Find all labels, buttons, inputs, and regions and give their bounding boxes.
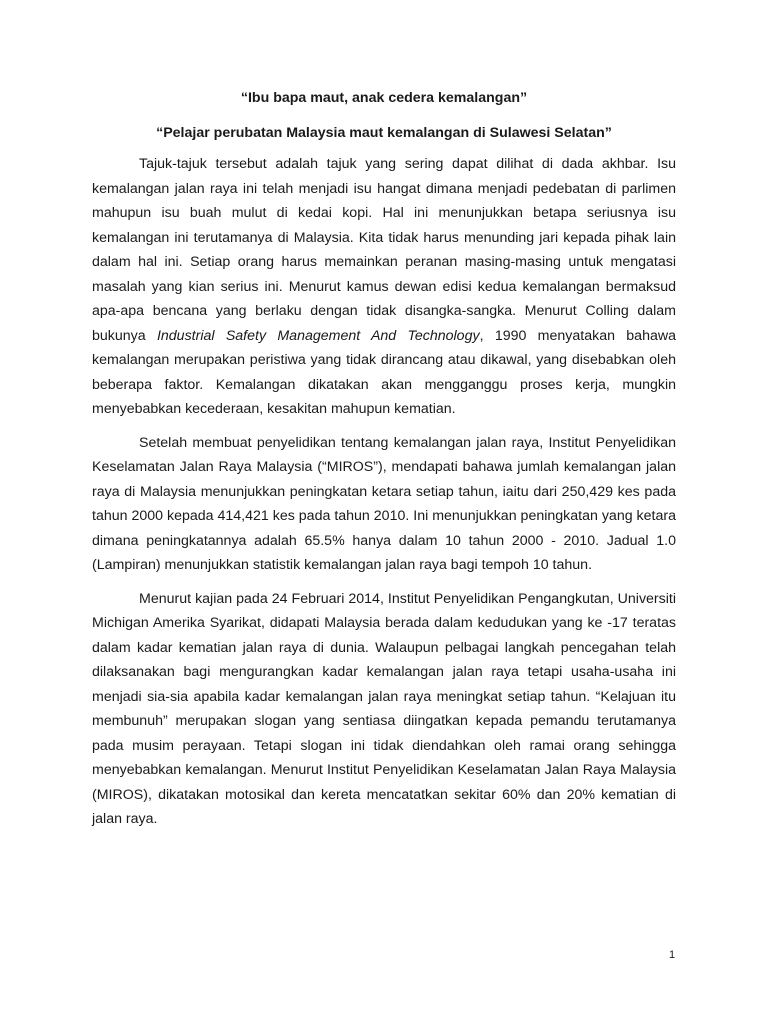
paragraph-1-text-a: Tajuk-tajuk tersebut adalah tajuk yang sering dapat dilihat di dada akhbar. Isu kemalangan jalan raya ini telah menjadi isu hangat dimana menjadi pedebatan di parlimen mahupun isu buah mulut di kedai kopi. Hal ini menunjukkan betapa seriusnya isu kemalangan ini terutamanya di Malaysia. Kita tidak harus menunding jari kepada pihak lain dalam hal ini. Setiap orang harus memainkan peranan masing-masing untuk mengatasi masalah yang kian serius ini. Menurut kamus dewan edisi kedua kemalangan bermaksud apa-apa bencana yang berlaku dengan tidak disangka-sangka. Menurut Colling dalam bukunya	[92, 156, 676, 344]
paragraph-1	[92, 152, 676, 422]
paragraph-2: Setelah membuat penyelidikan tentang kemalangan jalan raya, Institut Penyelidikan Keselamatan Jalan Raya Malaysia (“MIROS”), mendapati bahawa jumlah kemalangan jalan raya di Malaysia menunjukkan peningkatan ketara setiap tahun, iaitu dari 250,429 kes pada tahun 2000 kepada 414,421 kes pada tahun 2010. Ini menunjukkan peningkatan yang ketara dimana peningkatannya adalah 65.5% hanya dalam 10 tahun 2000 - 2010. Jadual 1.0 (Lampiran) menunjukkan statistik kemalangan jalan raya bagi tempoh 10 tahun.	[92, 434, 676, 573]
page-number: 1	[668, 949, 676, 961]
paragraph-3: Menurut kajian pada 24 Februari 2014, Institut Penyelidikan Pengangkutan, Universiti Michigan Amerika Syarikat, didapati Malaysia berada dalam kedudukan yang ke -17 teratas dalam kadar kematian jalan raya di dunia. Walaupun pelbagai langkah pencegahan telah dilaksanakan bagi mengurangkan kadar kemalangan jalan raya tetapi usaha-usaha ini menjadi sia-sia apabila kadar kemalangan jalan raya meningkat setiap tahun. “Kelajuan itu membunuh” merupakan slogan yang sentiasa diingatkan kepada pemandu terutamanya pada musim perayaan. Tetapi slogan ini tidak diendahkan oleh ramai orang sehingga menyebabkan kemalangan. Menurut Institut Penyelidikan Keselamatan Jalan Raya Malaysia (MIROS), dikatakan motosikal dan kereta mencatatkan sekitar 60% dan 20% kematian di jalan raya.	[92, 590, 676, 827]
body-text	[92, 152, 676, 841]
paragraph-1-text-b: , 1990 menyatakan bahawa kemalangan merupakan peristiwa yang tidak dirancang atau dikawal, yang disebabkan oleh beberapa faktor. Kemalangan dikatakan akan mengganggu proses kerja, mungkin menyebabkan kecederaan, kesakitan mahupun kematian.	[92, 327, 676, 417]
headline-quote-1: “Ibu bapa maut, anak cedera kemalangan”	[240, 90, 528, 106]
headline-quote-2: “Pelajar perubatan Malaysia maut kemalangan di Sulawesi Selatan”	[156, 125, 612, 141]
book-title: Industrial Safety Management And Technology	[156, 327, 480, 344]
